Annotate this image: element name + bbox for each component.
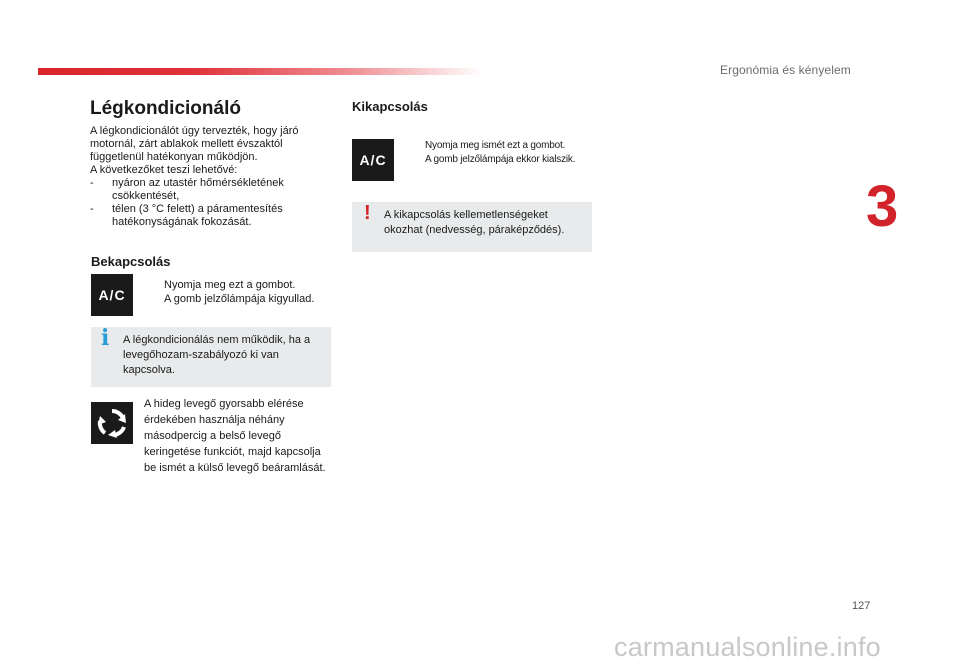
intro-paragraph: A légkondicionálót úgy tervezték, hogy járó motornál, zárt ablakok mellett évszaktól függetlenül hatékonyan működjön.	[90, 125, 299, 163]
intro-text	[90, 125, 330, 229]
step-line: Nyomja meg ismét ezt a gombot.	[425, 140, 566, 151]
intro-lead: A következőket teszi lehetővé:	[90, 164, 238, 176]
recirculation-arrows-icon	[95, 406, 129, 440]
page-title: Légkondicionáló	[90, 98, 241, 119]
recirculation-icon	[91, 402, 133, 444]
header-accent-bar	[38, 68, 483, 75]
warning-note	[352, 202, 592, 252]
warning-icon: !	[364, 202, 371, 224]
step-line: A gomb jelzőlámpája ekkor kialszik.	[425, 154, 576, 165]
info-note-text: A légkondicionálás nem működik, ha a levegőhozam-szabályozó ki van kapcsolva.	[123, 334, 311, 376]
ac-button-icon: A/C	[352, 139, 394, 181]
list-item: - nyáron az utastér hőmérsékletének csökkentését,	[90, 177, 284, 202]
list-dash: -	[90, 203, 94, 215]
page-number: 127	[852, 600, 871, 612]
step-line: Nyomja meg ezt a gombot.	[164, 279, 296, 291]
section-heading-on: Bekapcsolás	[91, 254, 171, 269]
list-item: - télen (3 °C felett) a páramentesítés hatékonyságának fokozását.	[90, 203, 283, 228]
info-icon: i	[101, 325, 110, 351]
info-note	[91, 327, 331, 387]
section-heading-off: Kikapcsolás	[352, 99, 428, 114]
recirculation-text: A hideg levegő gyorsabb elérése érdekében használja néhány másodpercig a belső levegő keringetése funkciót, majd kapcsolja be ismét a külső levegő beáramlását.	[144, 398, 326, 474]
off-step	[425, 139, 600, 167]
warning-note-text: A kikapcsolás kellemetlenségeket okozhat (nedvesség, páraképződés).	[384, 209, 565, 236]
section-title: Ergonómia és kényelem	[720, 63, 851, 77]
list-dash: -	[90, 177, 94, 189]
chapter-number: 3	[866, 174, 899, 239]
on-step	[164, 278, 334, 306]
watermark: carmanualsonline.info	[614, 632, 881, 662]
step-line: A gomb jelzőlámpája kigyullad.	[164, 293, 315, 305]
ac-button-icon: A/C	[91, 274, 133, 316]
